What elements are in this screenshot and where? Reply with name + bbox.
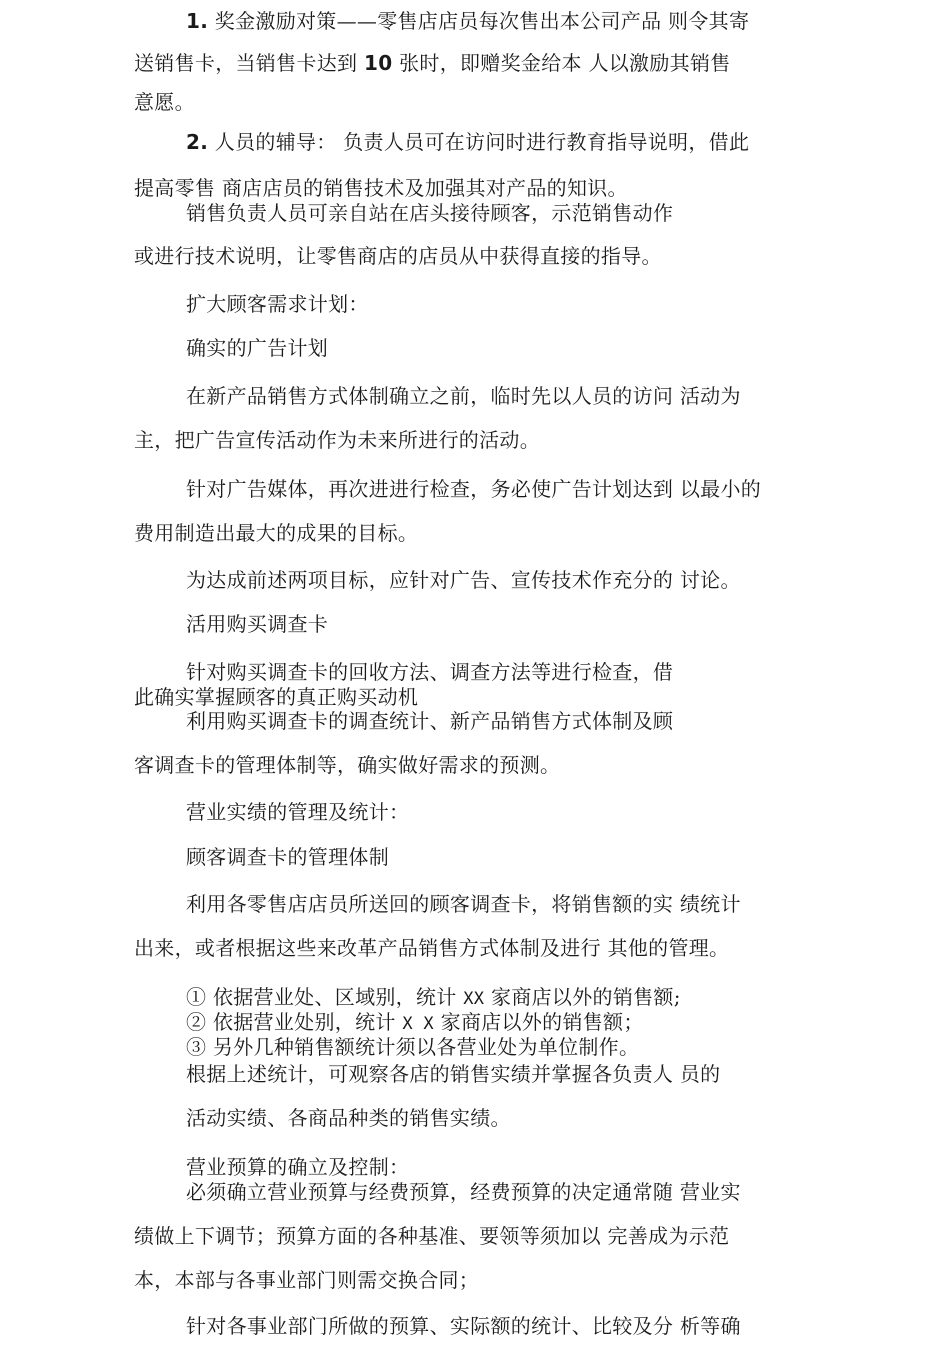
list-item3-a: 另外几种销售额统计须以各营业处为单位制作。: [212, 1035, 640, 1059]
list-item: [186, 1035, 639, 1059]
heading-budget: 营业预算的确立及控制：: [186, 1155, 410, 1179]
p1-line2-a: 送销售卡，当销售卡达到: [134, 51, 358, 75]
p1-line1-text: 奖金激励对策——零售店店员每次售出本公司产品 则令其寄: [214, 9, 750, 33]
circled-two-marker: ②: [186, 1010, 207, 1034]
p7-line2: 此确实掌握顾客的真正购买动机: [134, 685, 419, 709]
p11-line2: 绩做上下调节；预算方面的各种基准、要领等须加以 完善成为示范: [134, 1224, 730, 1248]
list-item1-b: 家商店以外的销售额;: [491, 985, 681, 1009]
p2-line1-text: 人员的辅导： 负责人员可在访问时进行教育指导说明，借此: [214, 130, 750, 154]
p9-line1: 利用各零售店店员所送回的顾客调查卡，将销售额的实 绩统计: [186, 892, 741, 916]
p1-line2: [134, 51, 731, 75]
p5-line2: 费用制造出最大的成果的目标。: [134, 521, 419, 545]
heading-customer-card-system: 顾客调查卡的管理体制: [186, 845, 389, 869]
heading-survey-card: 活用购买调查卡: [186, 612, 329, 636]
p2-line1: [186, 130, 749, 154]
p11-line1: 必须确立营业预算与经费预算，经费预算的决定通常随 营业实: [186, 1180, 741, 1204]
list-item2-b: 家商店以外的销售额；: [440, 1010, 644, 1034]
heading-ad-plan: 确实的广告计划: [186, 336, 329, 360]
p1-number: 1.: [186, 9, 209, 33]
heading-expand-demand: 扩大顾客需求计划：: [186, 292, 369, 316]
circled-three-marker: ③: [186, 1035, 207, 1059]
p8-line1: 利用购买调查卡的调查统计、新产品销售方式体制及顾: [186, 709, 674, 733]
p9-line2: 出来，或者根据这些来改革产品销售方式体制及进行 其他的管理。: [134, 936, 730, 960]
p12-line1: 针对各事业部门所做的预算、实际额的统计、比较及分 析等确: [186, 1314, 741, 1338]
p4-line2: 主，把广告宣传活动作为未来所进行的活动。: [134, 428, 540, 452]
p10-line2: 活动实绩、各商品种类的销售实绩。: [186, 1106, 511, 1130]
p3-line1: 销售负责人员可亲自站在店头接待顾客，示范销售动作: [186, 201, 674, 225]
p7-line1: 针对购买调查卡的回收方法、调查方法等进行检查，借: [186, 660, 674, 684]
heading-performance-stats: 营业实绩的管理及统计：: [186, 800, 410, 824]
p1-line1: [186, 9, 749, 33]
p4-line1: 在新产品销售方式体制确立之前，临时先以人员的访问 活动为: [186, 384, 741, 408]
p5-line1: 针对广告媒体，再次进进行检查，务必使广告计划达到 以最小的: [186, 477, 762, 501]
p8-line2: 客调查卡的管理体制等，确实做好需求的预测。: [134, 753, 561, 777]
p2-number: 2.: [186, 130, 209, 154]
p6-line1: 为达成前述两项目标，应针对广告、宣传技术作充分的 讨论。: [186, 568, 741, 592]
p2-line2: 提高零售 商店店员的销售技术及加强其对产品的知识。: [134, 176, 628, 200]
list-item2-a: 依据营业处别，统计: [212, 1010, 396, 1034]
list-item1-a: 依据营业处、区域别，统计: [212, 985, 457, 1009]
list-item: [186, 985, 681, 1011]
p10-line1: 根据上述统计，可观察各店的销售实绩并掌握各负责人 员的: [186, 1062, 721, 1086]
circled-one-marker: ①: [186, 985, 207, 1009]
p1-count: 10: [363, 51, 393, 75]
p11-line3: 本，本部与各事业部门则需交换合同；: [134, 1268, 480, 1292]
list-item1-code: XX: [463, 989, 485, 1009]
p3-line2: 或进行技术说明，让零售商店的店员从中获得直接的指导。: [134, 244, 662, 268]
list-item2-code: X X: [402, 1014, 434, 1034]
p1-line2-b: 张时，即赠奖金给本 人以激励其销售: [399, 51, 731, 75]
p1-line3: 意愿。: [134, 90, 195, 114]
list-item: [186, 1010, 644, 1036]
